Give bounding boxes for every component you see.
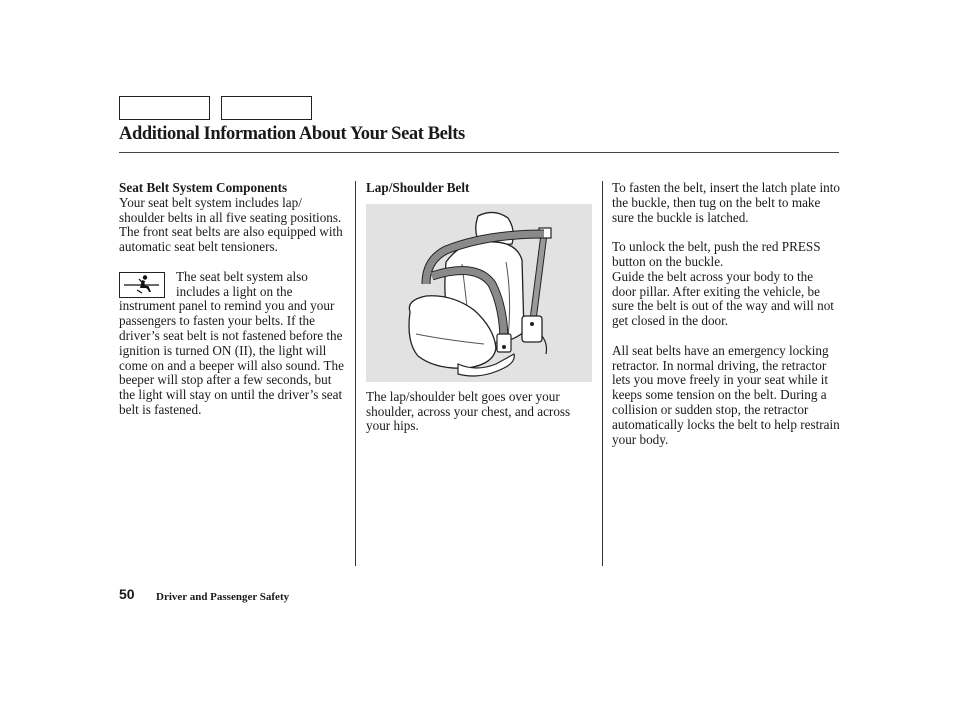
column-divider-2 [602,181,603,566]
page-title: Additional Information About Your Seat Belts [119,124,465,144]
header-tab-1[interactable] [119,96,210,120]
column-divider-1 [355,181,356,566]
section-heading-lap-shoulder: Lap/Shoulder Belt [366,180,470,195]
lap-shoulder-caption: The lap/shoulder belt goes over your shoulder, across your chest, and across your hips. [366,388,571,434]
header-tab-2[interactable] [221,96,312,120]
reminder-paragraph-rest: instrument panel to remind you and your passengers to fasten your belts. If the driver’s seat belt is not fastened before the ignition is turned ON (II), the light will come on and a beeper will also sound. The beeper will stop after a few seconds, but the light will stay on until the driver’s seat belt is fastened. [119,298,344,417]
unlock-paragraph: To unlock the belt, push the red PRESS button on the buckle. [612,239,821,269]
section-heading-components: Seat Belt System Components [119,180,288,195]
column-seat-belt-components [119,181,347,418]
components-paragraph: Your seat belt system includes lap/ shoulder belts in all five seating positions. The front seat belts are also equipped with automatic seat belt tensioners. [119,194,343,255]
column-fasten-instructions [612,181,840,447]
title-divider [119,152,839,153]
column-lap-shoulder-belt [366,181,594,434]
fasten-paragraph: To fasten the belt, insert the latch plate into the buckle, then tug on the belt to make sure the buckle is latched. [612,180,840,225]
guide-paragraph: Guide the belt across your body to the door pillar. After exiting the vehicle, be sure the belt is out of the way and will not get closed in the door. [612,268,834,329]
seat-illustration-icon [366,204,592,382]
retractor-paragraph: All seat belts have an emergency locking retractor. In normal driving, the retractor lets you move freely in your seat while it keeps some tension on the belt. During a collision or sudden stop, the retractor automatically locks the belt to help restrain your body. [612,342,840,447]
reminder-paragraph-start: The seat belt system also includes a light on the [176,268,308,299]
page-number: 50 [119,586,135,602]
section-footer: Driver and Passenger Safety [156,591,290,603]
seat-belt-illustration [366,204,592,382]
seat-belt-reminder-icon [119,272,165,298]
